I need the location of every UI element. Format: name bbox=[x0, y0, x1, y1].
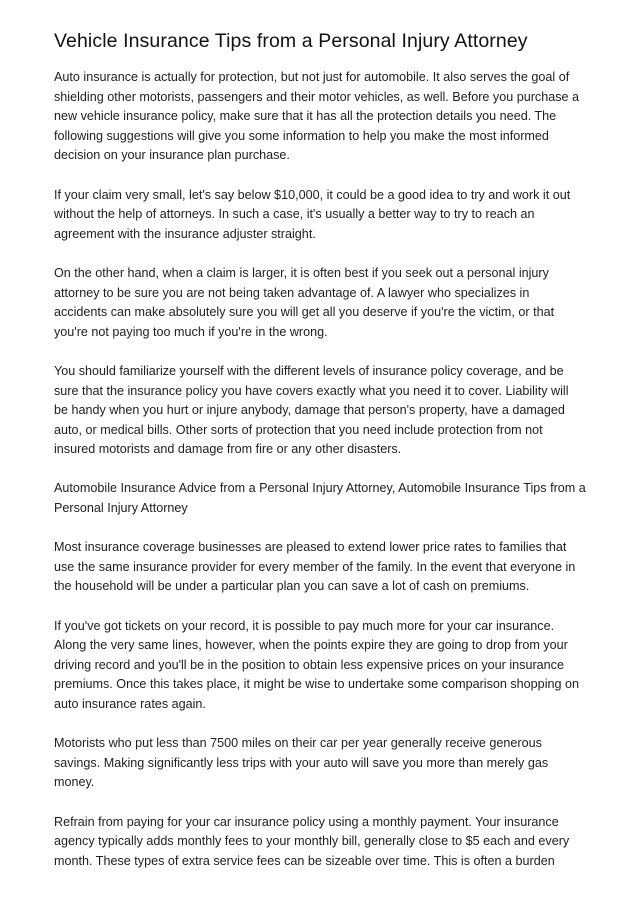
paragraph-family-discounts: Most insurance coverage businesses are pleased to extend lower price rates to families that use the same insurance provider for every member of the family. In the event that everyone in the household will be under a particular plan you can save a lot of cash on premiums. bbox=[54, 540, 576, 594]
paragraph-auto-insurance-intro: Auto insurance is actually for protection, but not just for automobile. It also serves the goal of shielding other motorists, passengers and their motor vehicles, as well. Before you purchase a new vehicle insurance policy, make sure that it has all the protection details you need. The following suggestions will give you some information to help you make the most informed decision on your insurance plan purchase. bbox=[54, 70, 580, 163]
paragraph-section-heading: Automobile Insurance Advice from a Personal Injury Attorney, Automobile Insurance Tips from a Personal Injury Attorney bbox=[54, 481, 586, 516]
paragraph-monthly-payment: Refrain from paying for your car insurance policy using a monthly payment. Your insurance agency typically adds monthly fees to your monthly bill, generally close to $5 each and every month. These types of extra service fees can be sizeable over time. This is often a burden bbox=[54, 814, 570, 868]
paragraph-coverage-levels: You should familiarize yourself with the different levels of insurance policy coverage, and be sure that the insurance policy you have covers exactly what you need it to cover. Liability will be handy when you hurt or injure anybody, damage that person's property, have a damaged auto, or medical bills. Other sorts of protection that you need include protection from not insured motorists and damage from fire or any other disasters. bbox=[54, 363, 569, 457]
paragraph-small-claims: If your claim very small, let's say below $10,000, it could be a good idea to try and work it out without the help of attorneys. In such a case, it's usually a better way to try to reach an agreement with the insurance adjuster straight. bbox=[54, 187, 571, 241]
document-title: Vehicle Insurance Tips from a Personal Injury Attorney bbox=[54, 30, 528, 52]
paragraph-tickets-record: If you've got tickets on your record, it is possible to pay much more for your car insurance. Along the very same lines, however, when the points expire they are going to drop from your driving record and you'll be in the position to obtain less expensive prices on your insurance premiums. Once this takes place, it might be wise to undertake some comparison shopping on auto insurance rates again. bbox=[54, 618, 580, 711]
paragraph-low-mileage: Motorists who put less than 7500 miles on their car per year generally receive generous savings. Making significantly less trips with your auto will save you more than merely gas money. bbox=[54, 736, 549, 790]
paragraph-large-claims: On the other hand, when a claim is larger, it is often best if you seek out a personal injury attorney to be sure you are not being taken advantage of. A lawyer who specializes in accidents can make absolutely sure you will get all you deserve if you're the victim, or that you're not paying too much if you're in the wrong. bbox=[54, 265, 555, 339]
